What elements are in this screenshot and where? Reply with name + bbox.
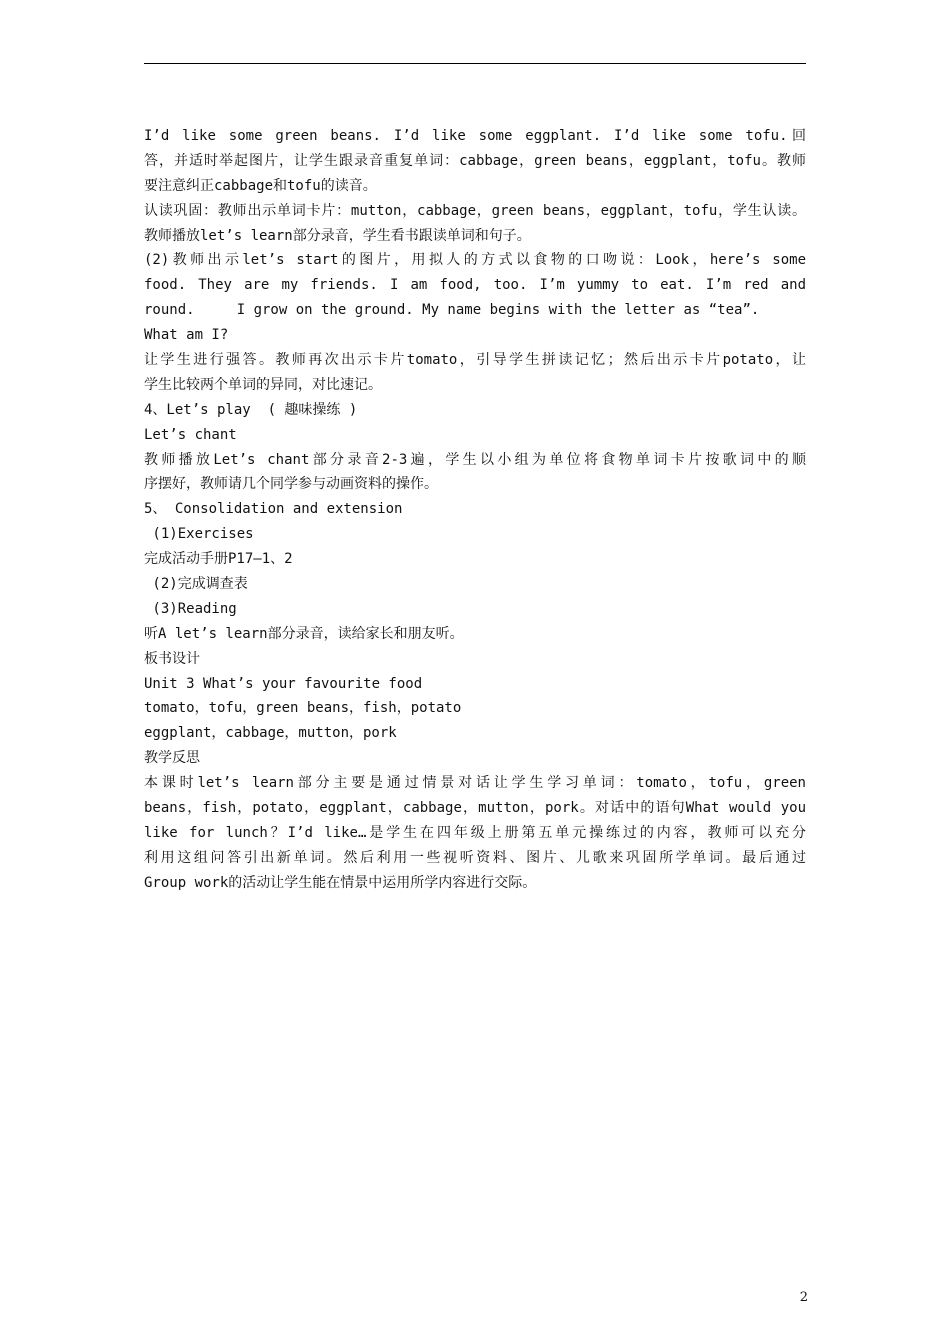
text-line: I’d like some green beans. I’d like some eggplant. I’d like some tofu.回	[144, 128, 806, 144]
text-line: (3)Reading	[144, 600, 237, 617]
section-heading: 教学反思	[144, 750, 200, 767]
text-line: beans，fish，potato，eggplant，cabbage，mutton，pork。对话中的语句What would you	[144, 800, 806, 817]
text-line: 要注意纠正cabbage和tofu的读音。	[144, 177, 377, 194]
text-line: 教师播放Let’s chant部分录音2-3遍，学生以小组为单位将食物单词卡片按歌词中的顺	[144, 451, 806, 468]
section-heading: 4、Let’s play ( 趣味操练 )	[144, 401, 358, 418]
text-line: (2)完成调查表	[144, 576, 248, 593]
header-rule	[144, 63, 806, 64]
text-line: 利用这组问答引出新单词。然后利用一些视听资料、图片、儿歌来巩固所学单词。最后通过	[144, 849, 806, 866]
text-line: 学生比较两个单词的异同，对比速记。	[144, 376, 382, 393]
section-heading: 板书设计	[144, 650, 200, 667]
text-line: 让学生进行强答。教师再次出示卡片tomato，引导学生拼读记忆；然后出示卡片potato，让	[144, 352, 806, 369]
text-line: 认读巩固：教师出示单词卡片：mutton，cabbage，green beans，eggplant，tofu，学生认读。	[144, 202, 806, 219]
text-line: tomato，tofu，green beans，fish，potato	[144, 700, 462, 717]
page-number: 2	[799, 1290, 808, 1305]
text-line: 本课时let’s learn部分主要是通过情景对话让学生学习单词：tomato，tofu，green	[144, 775, 806, 792]
text-line: round. I grow on the ground. My name begins with the letter as “tea”.	[144, 302, 760, 319]
text-line: Group work的活动让学生能在情景中运用所学内容进行交际。	[144, 874, 537, 891]
text-line: 序摆好，教师请几个同学参与动画资料的操作。	[144, 476, 438, 493]
text-line: (1)Exercises	[144, 526, 254, 543]
text-line: Unit 3 What’s your favourite food	[144, 675, 423, 692]
text-line: 听A let’s learn部分录音，读给家长和朋友听。	[144, 625, 464, 642]
text-line: 教师播放let’s learn部分录音，学生看书跟读单词和句子。	[144, 227, 531, 244]
text-line: Let’s chant	[144, 426, 237, 443]
section-heading: 5、 Consolidation and extension	[144, 501, 403, 518]
text-line: 答，并适时举起图片，让学生跟录音重复单词：cabbage，green beans，eggplant，tofu。教师	[144, 152, 806, 169]
text-line: food. They are my friends. I am food, too. I’m yummy to eat. I’m red and	[144, 277, 806, 294]
document-body	[144, 124, 806, 896]
text-line: 完成活动手册P17—1、2	[144, 551, 293, 568]
text-line: What am I?	[144, 327, 229, 344]
text-line: (2)教师出示let’s start的图片，用拟人的方式以食物的口吻说：Look，here’s some	[144, 252, 806, 269]
text-line: eggplant，cabbage，mutton，pork	[144, 725, 397, 742]
text-line: like for lunch？I’d like…是学生在四年级上册第五单元操练过的内容，教师可以充分	[144, 824, 806, 841]
